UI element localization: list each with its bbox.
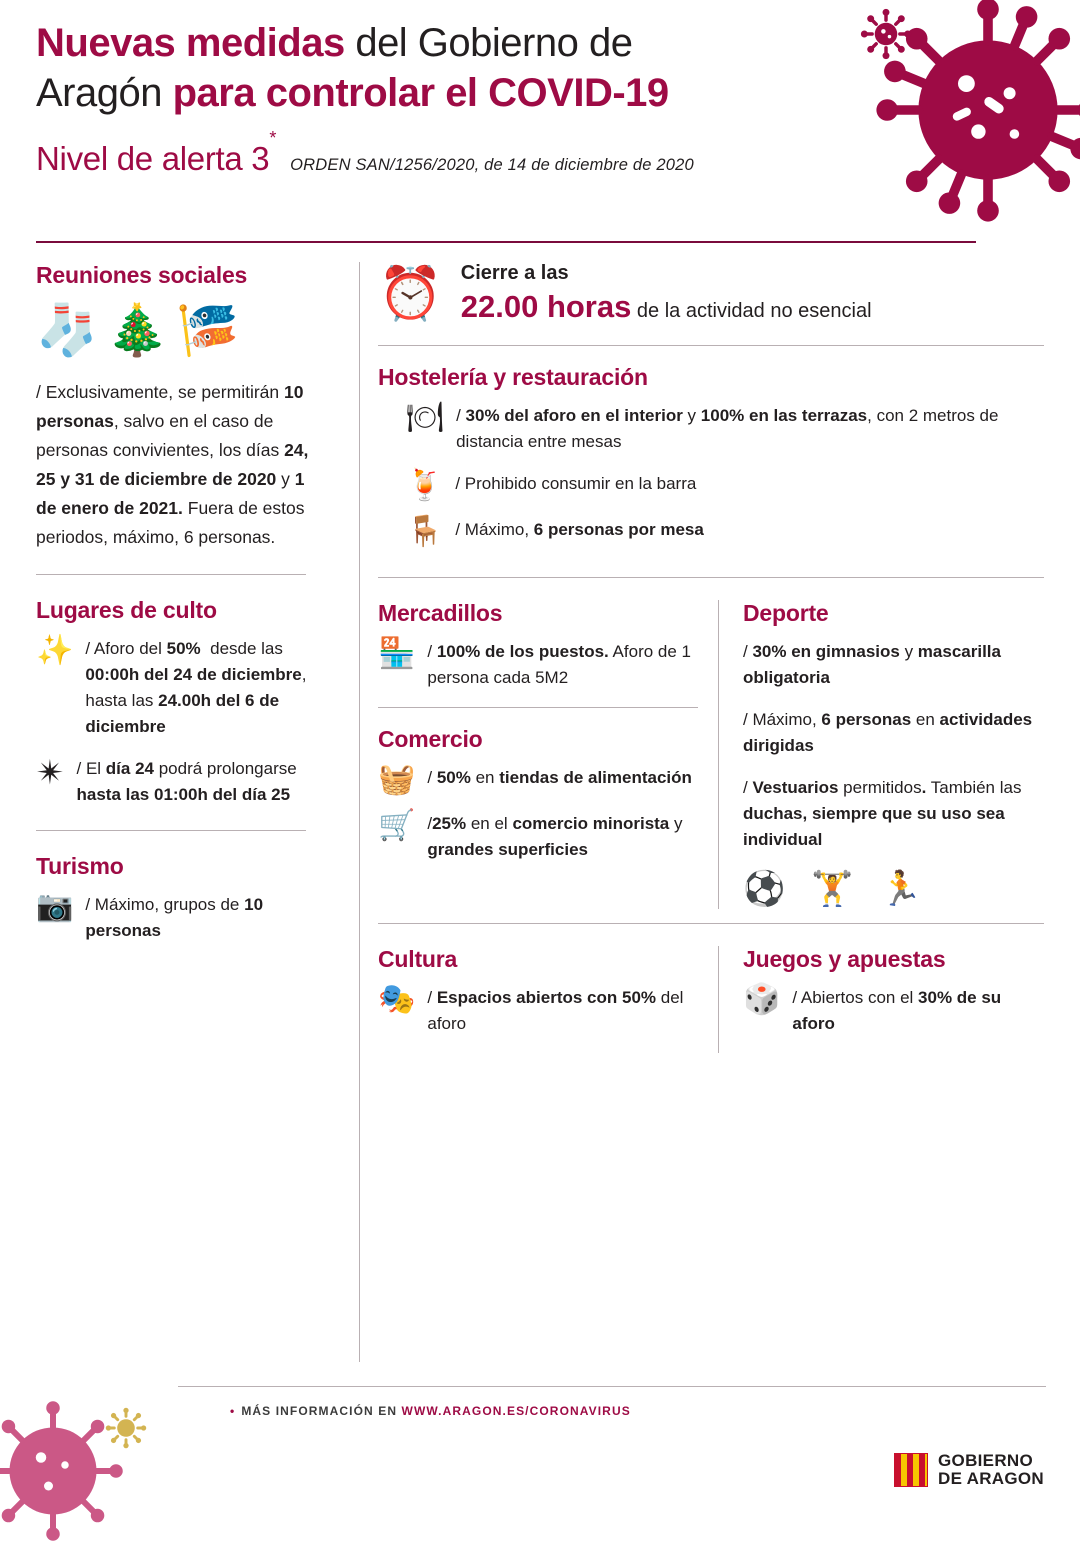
comercio-item-2 [378, 811, 698, 863]
turismo-item [36, 892, 323, 944]
juegos-block [719, 946, 1044, 1053]
header-divider [36, 241, 976, 243]
hosteleria-item-1 [406, 403, 1044, 455]
section-heading-culto: Lugares de culto [36, 597, 217, 623]
column-divider [359, 262, 360, 1362]
comercio-item-1-text: / 50% en tiendas de alimentación [427, 768, 692, 787]
theater-masks-icon: 🎭 [378, 983, 416, 1016]
culto-item-1-text: / Aforo del 50% desde las 00:00h del 24 de diciembre, hasta las 24.00h del 6 de diciembre [85, 639, 307, 736]
divider-right-3 [378, 923, 1044, 924]
section-heading-turismo: Turismo [36, 853, 124, 879]
divider-mercadillos-comercio [378, 707, 698, 708]
page-header [36, 18, 1046, 178]
hosteleria-item-2 [406, 471, 1044, 501]
alert-level-text: Nivel de alerta 3 [36, 140, 270, 177]
alert-level [36, 128, 277, 178]
reuniones-text: / Exclusivamente, se permitirán 10 personas, salvo en el caso de personas convivientes, los días 24, 25 y 31 de diciembre de 2020 y 1 de enero de 2021. Fuera de estos periodos, máximo, 6 personas. [36, 382, 309, 547]
section-heading-reuniones: Reuniones sociales [36, 262, 248, 288]
deporte-item-3 [743, 775, 1044, 853]
deporte-icons [743, 869, 1044, 909]
food-cloche-icon: 🍽 [406, 401, 445, 434]
soccer-ball-icon: ⚽ [743, 870, 786, 908]
culto-item-1 [36, 636, 323, 740]
aragon-flag-icon [894, 1453, 928, 1487]
section-heading-cultura: Cultura [378, 946, 458, 972]
title-part-2: del Gobierno de [344, 21, 633, 65]
section-heading-comercio: Comercio [378, 726, 483, 752]
christmas-bauble-icon: 🎏 [176, 302, 239, 358]
deporte-item-3-text: / Vestuarios permitidos. También las duchas, siempre que su uso sea individual [743, 778, 1022, 849]
coronavirus-footer-small-icon [104, 1406, 148, 1450]
table-chairs-icon: 🪑 [406, 515, 444, 548]
cultura-block [378, 946, 718, 1053]
bullet-icon: • [230, 1404, 236, 1418]
deporte-block [719, 600, 1044, 909]
deporte-item-1 [743, 639, 1044, 691]
mercadillos-comercio-block [378, 600, 718, 909]
government-logo-text [938, 1452, 1044, 1488]
comercio-item-1 [378, 765, 698, 795]
comercio-item-2-text: /25% en el comercio minorista y grandes superficies [427, 814, 683, 859]
section-heading-mercadillos: Mercadillos [378, 600, 503, 626]
section-heading-juegos: Juegos y apuestas [743, 946, 946, 972]
alert-level-asterisk: * [269, 128, 277, 148]
deporte-item-2-text: / Máximo, 6 personas en actividades dirigidas [743, 710, 1033, 755]
runner-icon: 🏃 [879, 870, 923, 908]
cultura-item [378, 985, 698, 1037]
camera-icon: 📷 [36, 890, 74, 923]
alert-level-row [36, 128, 1046, 178]
mid-blocks [378, 600, 1044, 909]
alarm-clock-icon: ⏰ [378, 264, 443, 323]
closing-time-line1: Cierre a las [460, 262, 569, 284]
footer-note-prefix: MÁS INFORMACIÓN EN [241, 1404, 402, 1418]
shopping-cart-icon: 🛒 [378, 809, 416, 842]
page-title [36, 18, 856, 118]
divider-left-1 [36, 574, 306, 575]
footer-url[interactable]: WWW.ARAGON.ES/CORONAVIRUS [401, 1404, 631, 1418]
culto-item-2-text: / El día 24 podrá prolongarse hasta las 01:00h del día 25 [76, 759, 297, 804]
juegos-item [743, 985, 1044, 1037]
logo-line-2: DE ARAGON [938, 1469, 1044, 1488]
divider-right-2 [378, 577, 1044, 578]
left-column [36, 262, 341, 1382]
mercadillos-item [378, 639, 698, 691]
title-part-4: para controlar el COVID-19 [172, 71, 669, 115]
order-reference: ORDEN SAN/1256/2020, de 14 de diciembre de 2020 [290, 156, 694, 174]
closing-time-banner [378, 262, 1044, 325]
footer-divider [178, 1386, 1046, 1387]
weightlifter-icon: 🏋️ [811, 870, 854, 908]
mercadillos-text: / 100% de los puestos. Aforo de 1 persona cada 5M2 [427, 642, 691, 687]
cocktail-icon: 🍹 [406, 469, 444, 502]
christmas-stocking-icon: 🧦 [36, 302, 99, 358]
logo-line-1: GOBIERNO [938, 1451, 1033, 1470]
section-heading-hosteleria: Hostelería y restauración [378, 364, 648, 390]
closing-hours: 22.00 horas [460, 289, 632, 324]
divider-left-2 [36, 830, 306, 831]
title-part-1: Nuevas medidas [36, 21, 345, 65]
eight-pointed-star-icon: ✴ [36, 754, 65, 792]
culto-item-2 [36, 756, 323, 808]
government-logo [894, 1452, 1044, 1488]
deporte-item-1-text: / 30% en gimnasios y mascarilla obligatoria [743, 642, 1001, 687]
market-stall-icon: 🏪 [378, 637, 416, 670]
closing-rest: de la actividad no esencial [631, 300, 872, 322]
title-part-3: Aragón [36, 71, 173, 115]
christmas-icons [36, 301, 323, 360]
juegos-text: / Abiertos con el 30% de su aforo [792, 988, 1002, 1033]
hosteleria-item-3 [406, 517, 1044, 547]
hosteleria-item-1-text: / 30% del aforo en el interior y 100% en las terrazas, con 2 metros de distancia entre mesas [456, 406, 999, 451]
cultura-text: / Espacios abiertos con 50% del aforo [427, 988, 684, 1033]
divider-right-1 [378, 345, 1044, 346]
food-basket-icon: 🧺 [378, 763, 416, 796]
section-heading-deporte: Deporte [743, 600, 829, 626]
turismo-text: / Máximo, grupos de 10 personas [85, 895, 264, 940]
closing-time-line2 [461, 289, 872, 325]
dice-stack-icon: 🎲 [743, 983, 781, 1016]
deporte-item-2 [743, 707, 1044, 759]
sparkle-icon: ✨ [36, 634, 74, 667]
christmas-tree-icon: 🎄 [106, 302, 169, 358]
content-area [36, 262, 1044, 1382]
right-column [378, 262, 1044, 1382]
hosteleria-item-3-text: / Máximo, 6 personas por mesa [455, 520, 704, 539]
footer-note [230, 1404, 631, 1418]
closing-time-text [461, 262, 872, 325]
bottom-blocks [378, 946, 1044, 1053]
hosteleria-item-2-text: / Prohibido consumir en la barra [455, 474, 697, 493]
